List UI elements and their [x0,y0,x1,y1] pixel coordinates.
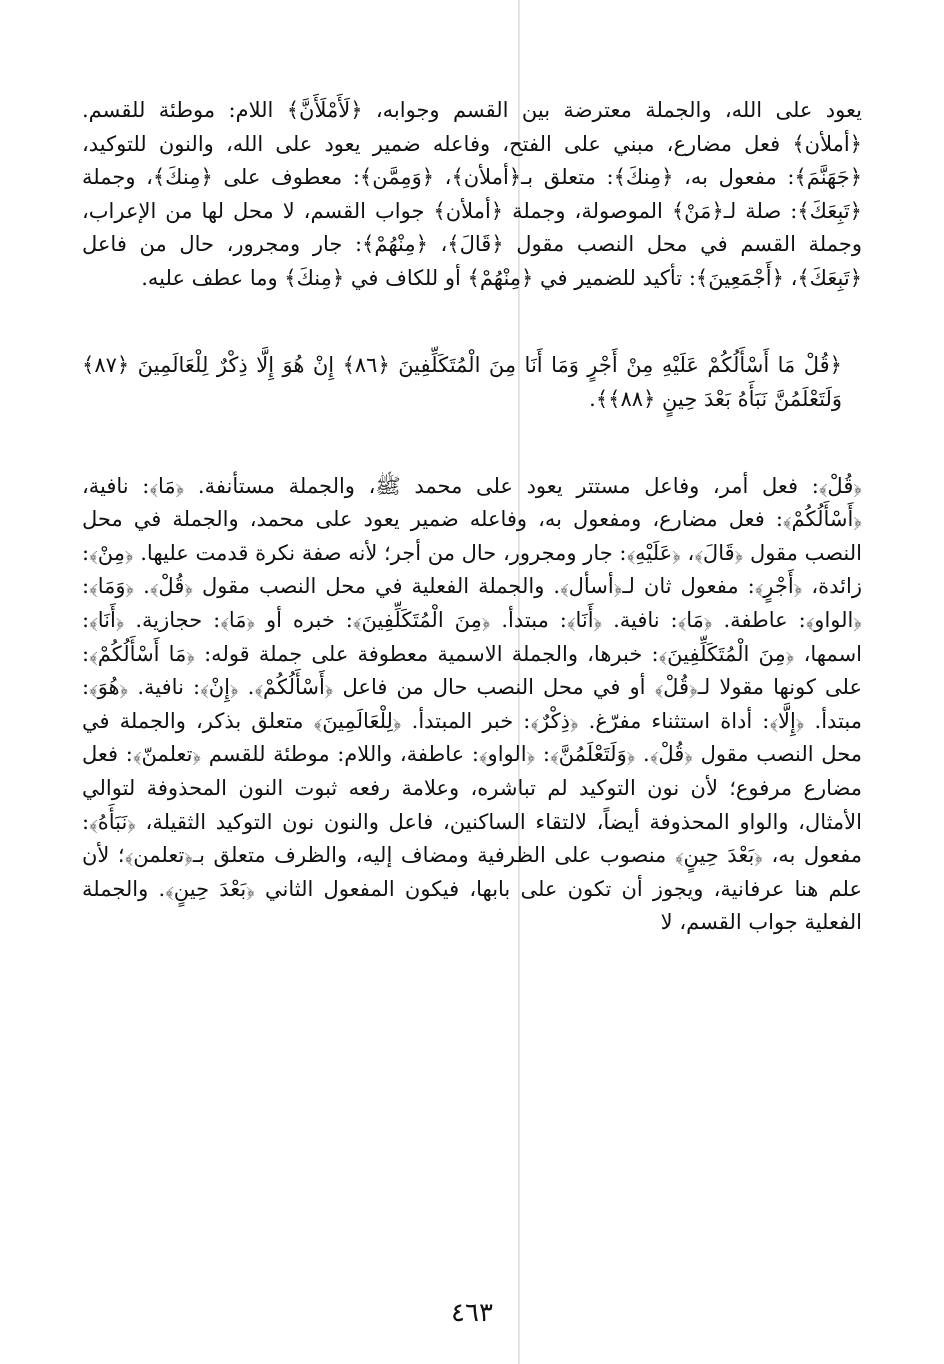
page-body [82,94,862,940]
quran-verse-block: ﴿قُلْ مَا أَسْأَلُكُمْ عَلَيْهِ مِنْ أَجْرٍ وَمَا أَنَا مِنَ الْمُتَكَلِّفِينَ ﴿٨٦﴾ إِنْ هُوَ إِلَّا ذِكْرٌ لِلْعَالَمِينَ ﴿٨٧﴾ وَلَتَعْلَمُنَّ نَبَأَهُ بَعْدَ حِينٍ ﴿٨٨﴾﴾. [82,352,842,411]
paragraph-commentary-1: يعود على الله، والجملة معترضة بين القسم وجوابه، ﴿لَأَمْلَأَنَّ﴾ اللام: موطئة للقسم. ﴿أملأن﴾ فعل مضارع، مبني على الفتح، وفاعله ضمير يعود على الله، والنون للتوكيد، ﴿جَهَنَّمَ﴾: مفعول به، ﴿مِنكَ﴾: متعلق بـ﴿أملأن﴾، ﴿وَمِمَّن﴾: معطوف على ﴿مِنكَ﴾، وجملة ﴿تَبِعَكَ﴾: صلة لـ﴿مَنْ﴾ الموصولة، وجملة ﴿أملأن﴾ جواب القسم، لا محل لها من الإعراب، وجملة القسم في محل النصب مقول ﴿قَالَ﴾، ﴿مِنْهُمْ﴾: جار ومجرور، حال من فاعل ﴿تَبِعَكَ﴾، ﴿أَجْمَعِينَ﴾: تأكيد للضمير في ﴿مِنْهُمْ﴾ أو للكاف في ﴿مِنكَ﴾ وما عطف عليه. [82,98,862,290]
page-number: ٤٦٣ [451,1298,493,1328]
paragraph-commentary-2: ﴿قُلْ﴾: فعل أمر، وفاعل مستتر يعود على محمد ﷺ، والجملة مستأنفة. ﴿مَا﴾: نافية، ﴿أَسْأَلُكُمْ﴾: فعل مضارع، ومفعول به، وفاعله ضمير يعود على محمد، والجملة في محل النصب مقول ﴿قَالَ﴾، ﴿عَلَيْهِ﴾: جار ومجرور، حال من أجر؛ لأنه صفة نكرة قدمت عليها. ﴿مِنْ﴾: زائدة، ﴿أَجْرٍ﴾: مفعول ثان لـ﴿أسأل﴾. والجملة الفعلية في محل النصب مقول ﴿قُلْ﴾. ﴿وَمَا﴾: ﴿الواو﴾: عاطفة. ﴿مَا﴾: نافية. ﴿أَنَا﴾: مبتدأ. ﴿مِنَ الْمُتَكَلِّفِينَ﴾: خبره أو ﴿مَا﴾: حجازية. ﴿أَنَا﴾: اسمها، ﴿مِنَ الْمُتَكَلِّفِينَ﴾: خبرها، والجملة الاسمية معطوفة على جملة قوله: ﴿مَا أَسْأَلُكُمْ﴾: على كونها مقولا لـ﴿قُلْ﴾ أو في محل النصب حال من فاعل ﴿أَسْأَلُكُمْ﴾. ﴿إِنْ﴾: نافية. ﴿هُوَ﴾: مبتدأ. ﴿إِلَّا﴾: أداة استثناء مفرّغ. ﴿ذِكْرٌ﴾: خبر المبتدأ. ﴿لِلْعَالَمِينَ﴾ متعلق بذكر، والجملة في محل النصب مقول ﴿قُلْ﴾. ﴿وَلَتَعْلَمُنَّ﴾: ﴿الواو﴾: عاطفة، واللام: موطئة للقسم ﴿تعلمنّ﴾: فعل مضارع مرفوع؛ لأن نون التوكيد لم تباشره، وعلامة رفعه ثبوت النون المحذوفة لتوالي الأمثال، والواو المحذوفة أيضاً، لالتقاء الساكنين، فاعل والنون نون التوكيد الثقيلة، ﴿نَبَأَهُ﴾: مفعول به، ﴿بَعْدَ حِينٍ﴾ منصوب على الظرفية ومضاف إليه، والظرف متعلق بـ﴿تعلمن﴾؛ لأن علم هنا عرفانية، ويجوز أن تكون على بابها، فيكون المفعول الثاني ﴿بَعْدَ حِينٍ﴾. والجملة الفعلية جواب القسم، لا [82,473,862,935]
